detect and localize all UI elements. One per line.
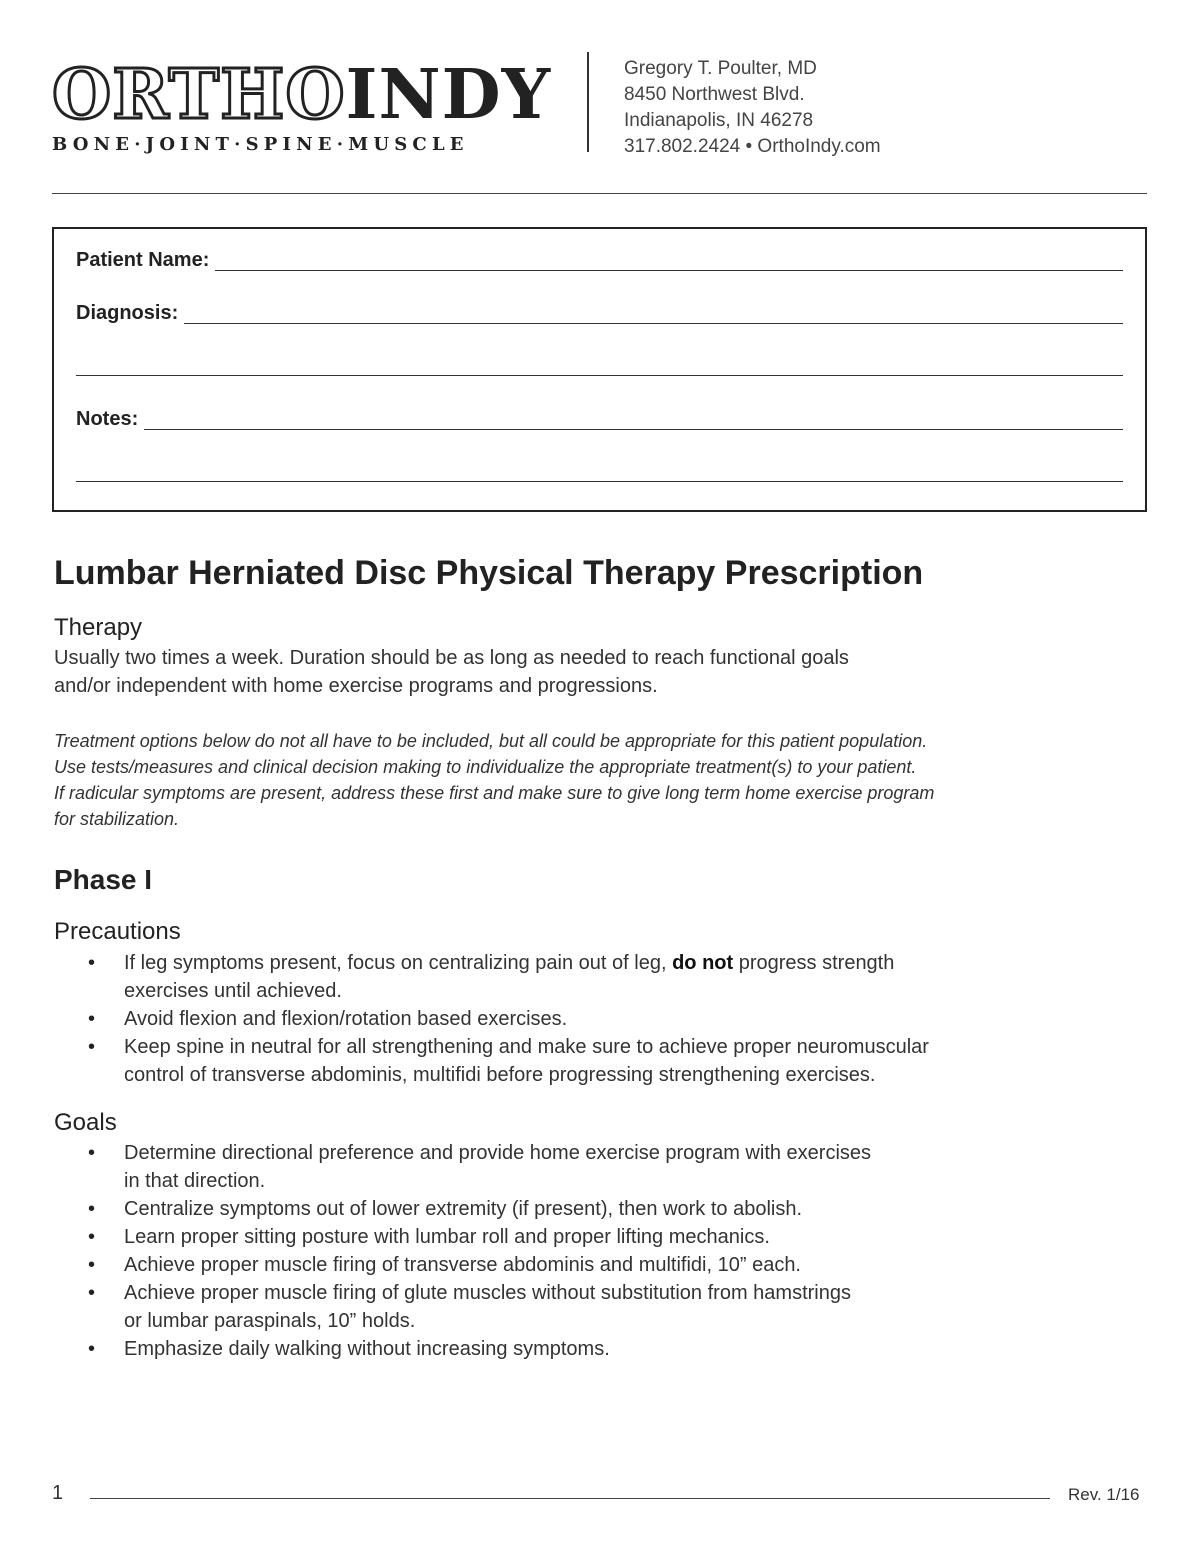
revision-label: Rev. 1/16	[1068, 1485, 1140, 1504]
precautions-heading: Precautions	[54, 918, 181, 945]
document-title: Lumbar Herniated Disc Physical Therapy Prescription	[54, 554, 924, 592]
list-item: • Achieve proper muscle firing of glute muscles without substitution from hamstrings or lumbar paraspinals, 10” holds.	[54, 1279, 1114, 1335]
phase-heading: Phase I	[54, 864, 153, 895]
list-item: • Keep spine in neutral for all strengthening and make sure to achieve proper neuromuscular control of transverse abdominis, multifidi before progressing strengthening exercises.	[54, 1033, 1114, 1089]
notes-field-line-2[interactable]	[76, 481, 1123, 482]
treatment-note-line: for stabilization.	[54, 809, 180, 829]
list-item: • Centralize symptoms out of lower extremity (if present), then work to abolish.	[54, 1195, 1114, 1223]
patient-info-box	[52, 227, 1147, 512]
logo-ortho-text: ORTHO	[52, 55, 346, 135]
logo-indy-text: INDY	[345, 55, 552, 135]
header-divider	[587, 52, 589, 152]
city-state-zip: Indianapolis, IN 46278	[624, 110, 814, 131]
treatment-note-line: If radicular symptoms are present, address these first and make sure to give long term home exercise program	[54, 783, 935, 803]
therapy-text-line: Usually two times a week. Duration should be as long as needed to reach functional goals	[54, 647, 849, 669]
notes-row	[76, 408, 1123, 430]
list-item: • If leg symptoms present, focus on centralizing pain out of leg, do not progress strength exercises until achieved.	[54, 949, 1114, 1005]
list-item: • Learn proper sitting posture with lumbar roll and proper lifting mechanics.	[54, 1223, 1114, 1251]
list-item: • Avoid flexion and flexion/rotation based exercises.	[54, 1005, 1114, 1033]
diagnosis-field-line-2[interactable]	[76, 375, 1123, 376]
therapy-text	[54, 644, 1114, 700]
list-item: • Determine directional preference and provide home exercise program with exercises in that direction.	[54, 1139, 1114, 1195]
list-item: • Achieve proper muscle firing of transverse abdominis and multifidi, 10” each.	[54, 1251, 1114, 1279]
orthoindy-logo	[52, 55, 552, 155]
header-rule	[52, 193, 1147, 194]
logo-tagline: BONE·JOINT·SPINE·MUSCLE	[52, 134, 469, 155]
contact-block	[624, 56, 881, 160]
therapy-text-line: and/or independent with home exercise programs and progressions.	[54, 675, 658, 697]
diagnosis-row	[76, 302, 1123, 324]
goals-heading: Goals	[54, 1109, 117, 1136]
street-address: 8450 Northwest Blvd.	[624, 84, 805, 105]
treatment-note	[54, 728, 1144, 832]
doctor-name: Gregory T. Poulter, MD	[624, 58, 817, 79]
phone-website: 317.802.2424 • OrthoIndy.com	[624, 136, 881, 157]
footer-rule	[90, 1498, 1050, 1499]
page-number: 1	[52, 1482, 64, 1504]
therapy-heading: Therapy	[54, 614, 143, 641]
diagnosis-field[interactable]	[184, 304, 1123, 324]
patient-name-label: Patient Name:	[76, 249, 210, 271]
letterhead	[52, 52, 1147, 162]
patient-name-row	[76, 249, 1123, 271]
treatment-note-line: Treatment options below do not all have to be included, but all could be appropriate for this patient population.	[54, 731, 928, 751]
diagnosis-label: Diagnosis:	[76, 302, 179, 324]
goals-list	[54, 1139, 1114, 1363]
treatment-note-line: Use tests/measures and clinical decision making to individualize the appropriate treatment(s) to your patient.	[54, 757, 917, 777]
notes-label: Notes:	[76, 408, 139, 430]
precautions-list	[54, 949, 1114, 1089]
notes-field[interactable]	[144, 410, 1123, 430]
list-item: • Emphasize daily walking without increasing symptoms.	[54, 1335, 1114, 1363]
patient-name-field[interactable]	[215, 251, 1123, 271]
emphasis-do-not: do not	[672, 952, 734, 974]
